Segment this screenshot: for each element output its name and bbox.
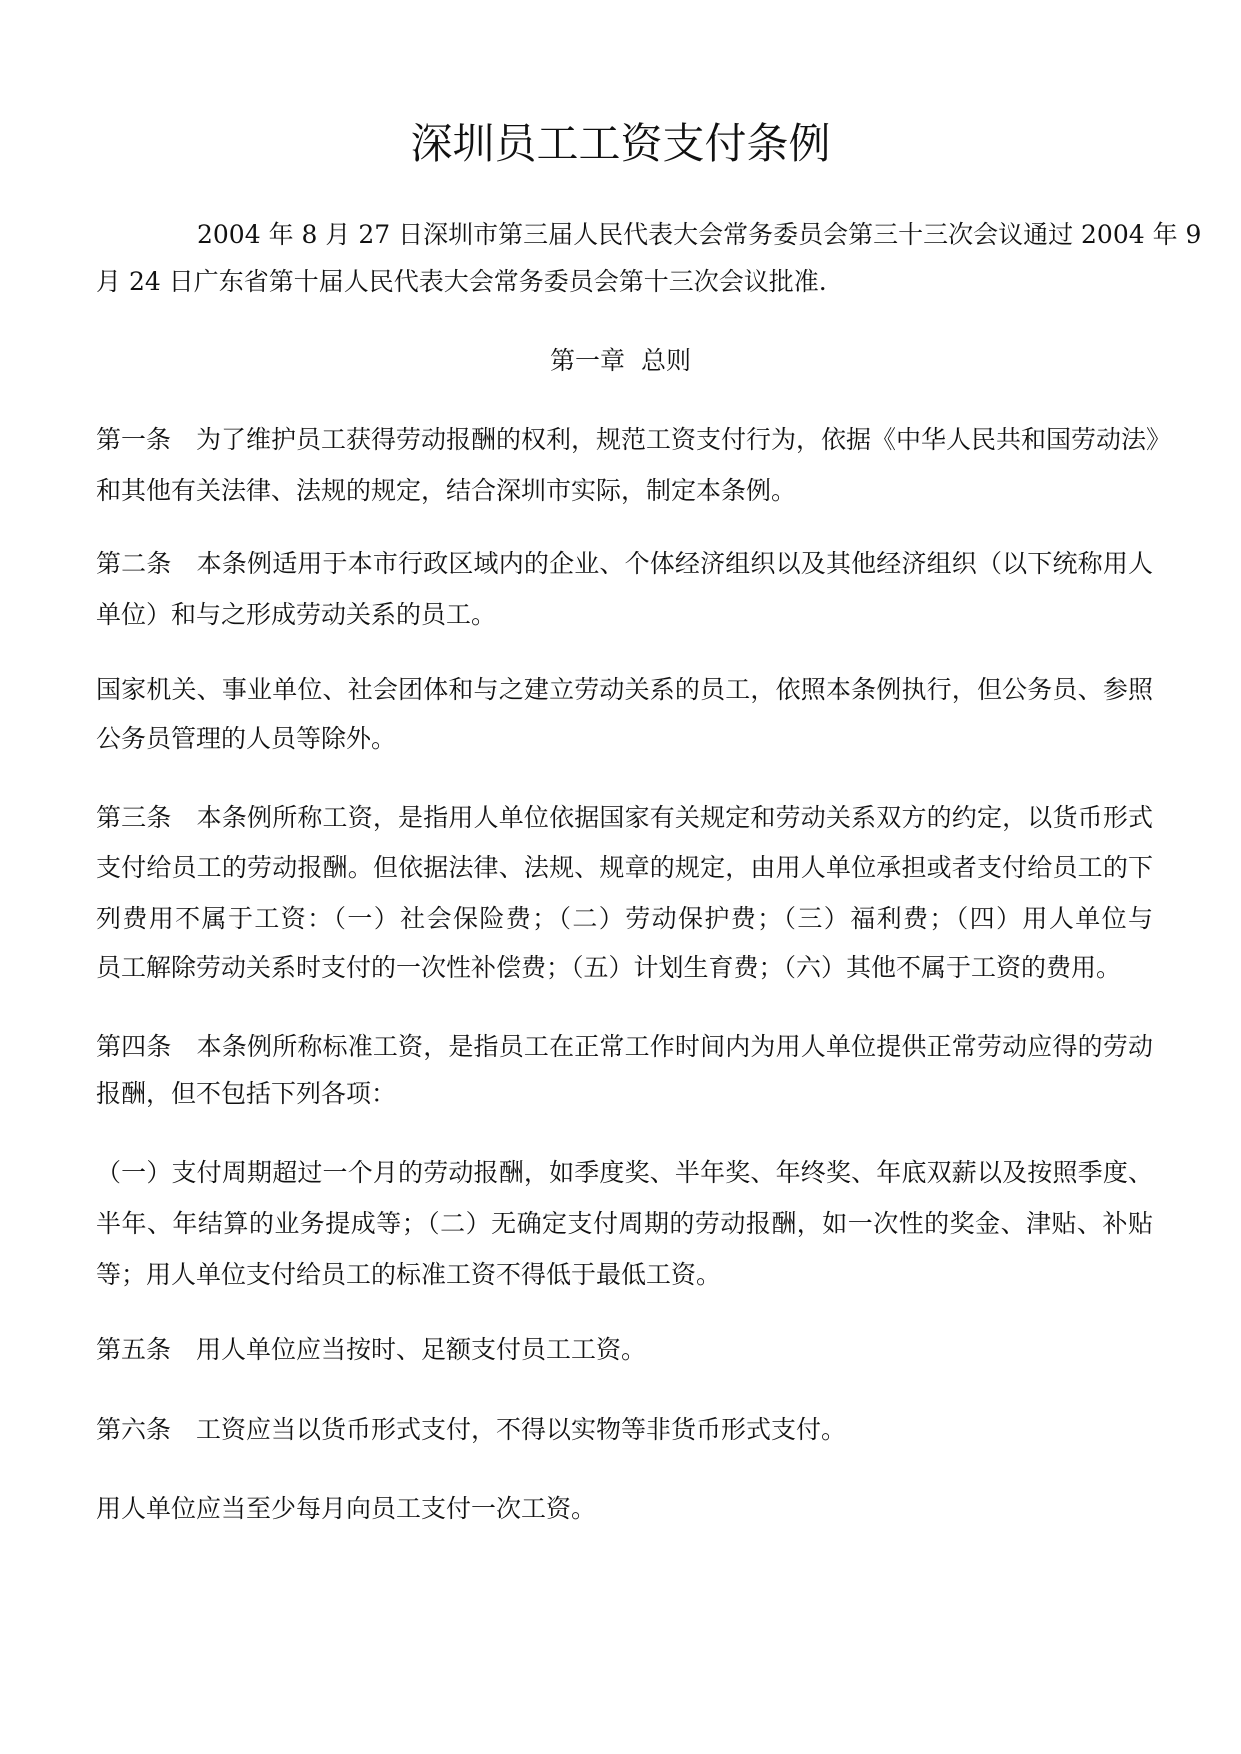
article-6-clause-line-1: 用人单位应当至少每月向员工支付一次工资。 (96, 1494, 597, 1523)
article-4-items-line-2: 半年、年结算的业务提成等；（二）无确定支付周期的劳动报酬，如一次性的奖金、津贴、补贴 (96, 1209, 1153, 1238)
article-4-items-line-3: 等；用人单位支付给员工的标准工资不得低于最低工资。 (96, 1260, 722, 1289)
article-4-line-2: 报酬，但不包括下列各项： (96, 1079, 397, 1108)
article-5-line-1: 第五条 用人单位应当按时、足额支付员工工资。 (96, 1335, 647, 1364)
article-1-line-2: 和其他有关法律、法规的规定，结合深圳市实际，制定本条例。 (96, 476, 797, 505)
article-4-items-line-1: （一）支付周期超过一个月的劳动报酬，如季度奖、半年奖、年终奖、年底双薪以及按照季度、 (96, 1158, 1153, 1187)
document-title: 深圳员工工资支付条例 (410, 119, 831, 168)
article-1-line-1: 第一条 为了维护员工获得劳动报酬的权利，规范工资支付行为，依据《中华人民共和国劳动法》 (96, 425, 1172, 454)
chapter-heading: 第一章 总则 (550, 346, 691, 375)
article-4-line-1: 第四条 本条例所称标准工资，是指员工在正常工作时间内为用人单位提供正常劳动应得的劳动 (96, 1032, 1153, 1061)
intro-line-2: 月 24 日广东省第十届人民代表大会常务委员会第十三次会议批准. (96, 267, 827, 296)
article-2-clause-line-1: 国家机关、事业单位、社会团体和与之建立劳动关系的员工，依照本条例执行，但公务员、参照 (96, 675, 1153, 704)
article-2-clause-line-2: 公务员管理的人员等除外。 (96, 724, 397, 753)
article-3-line-2: 支付给员工的劳动报酬。但依据法律、法规、规章的规定，由用人单位承担或者支付给员工的下 (96, 853, 1153, 882)
article-2-line-2: 单位）和与之形成劳动关系的员工。 (96, 600, 497, 629)
article-2-line-1: 第二条 本条例适用于本市行政区域内的企业、个体经济组织以及其他经济组织（以下统称用人 (96, 549, 1153, 578)
article-3-line-1: 第三条 本条例所称工资，是指用人单位依据国家有关规定和劳动关系双方的约定，以货币形式 (96, 803, 1153, 832)
article-6-line-1: 第六条 工资应当以货币形式支付，不得以实物等非货币形式支付。 (96, 1415, 847, 1444)
article-3-line-3: 列费用不属于工资：（一）社会保险费；（二）劳动保护费；（三）福利费；（四）用人单位与 (96, 904, 1153, 933)
intro-line-1: 2004 年 8 月 27 日深圳市第三届人民代表大会常务委员会第三十三次会议通过 2004 年 9 (197, 220, 1202, 249)
article-3-line-4: 员工解除劳动关系时支付的一次性补偿费；（五）计划生育费；（六）其他不属于工资的费用。 (96, 953, 1122, 982)
